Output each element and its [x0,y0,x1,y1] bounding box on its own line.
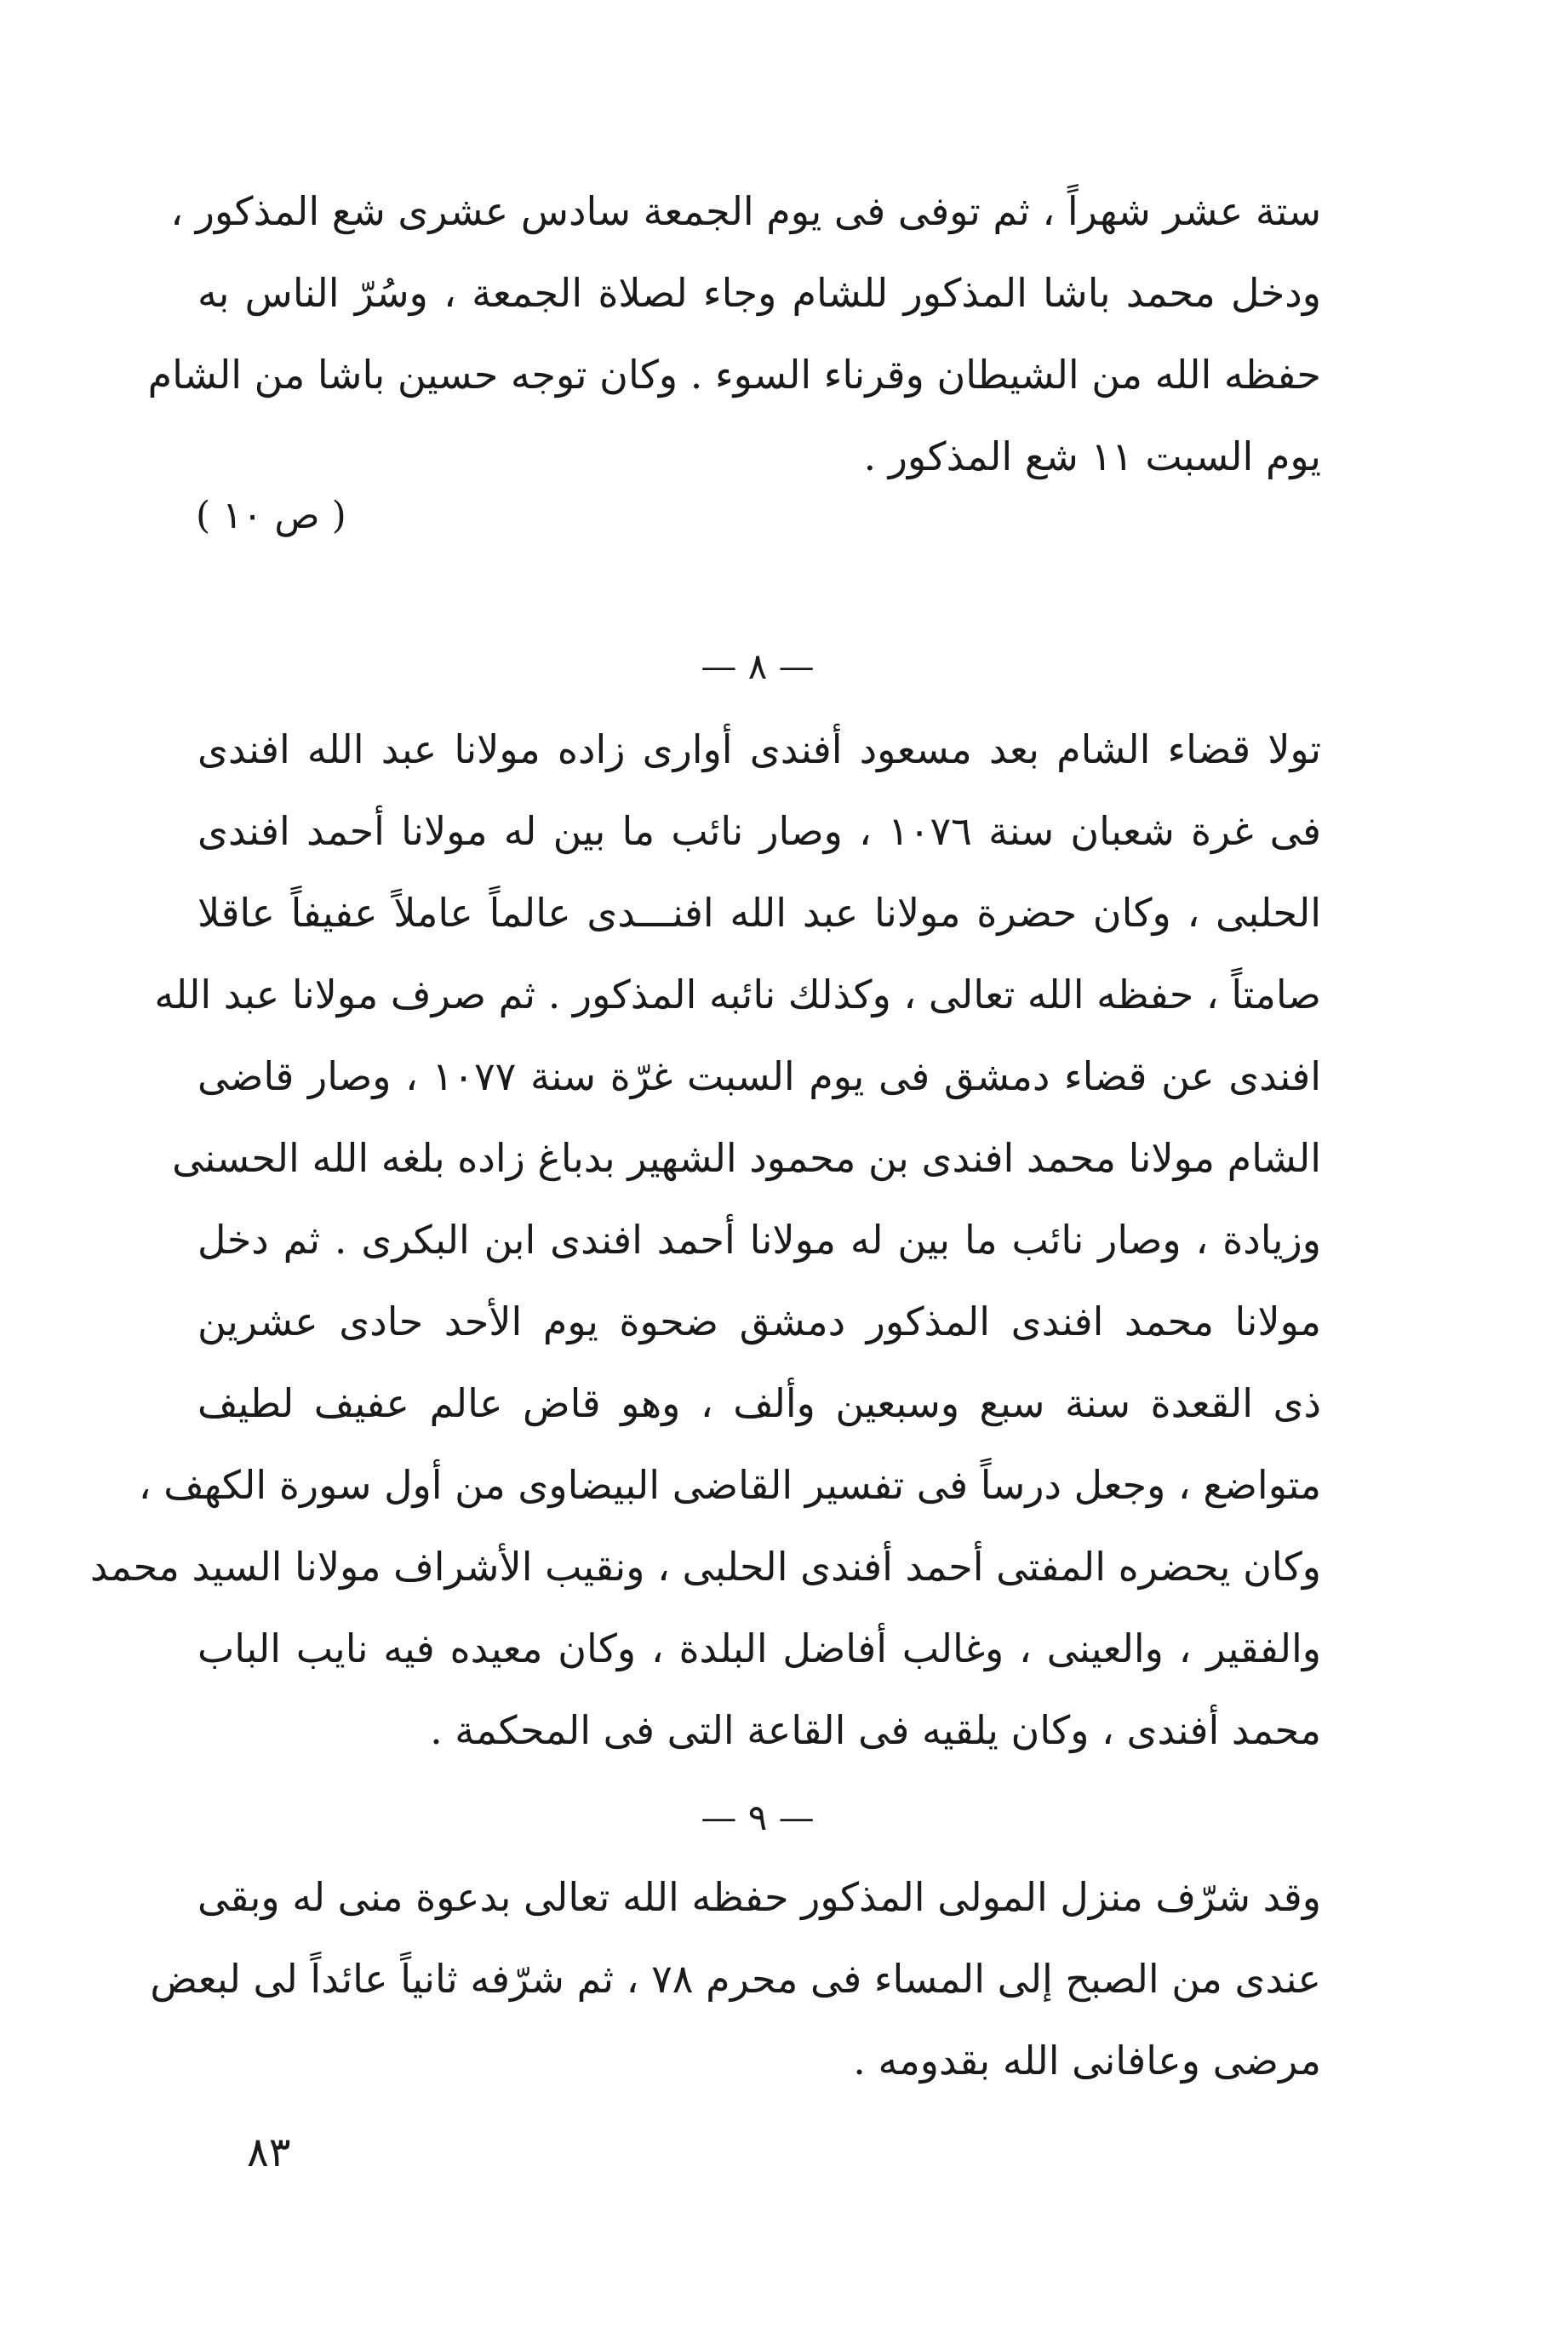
text-line: الحلبى ، وكان حضرة مولانا عبد الله افنـــدى عالماً عاملاً عفيفاً عاقلا [197,890,1321,936]
paragraph-continuation [147,170,1321,497]
text-line: مرضى وعافانى الله بقدومه . [853,2038,1321,2084]
text-line: مولانا محمد افندى المذكور دمشق ضحوة يوم الأحد حادى عشرين [197,1298,1321,1344]
page-number: ٨٣ [247,2129,291,2176]
text-line: وزيادة ، وصار نائب ما بين له مولانا أحمد افندى ابن البكرى . ثم دخل [197,1217,1321,1263]
text-line: حفظه الله من الشيطان وقرناء السوء . وكان توجه حسين باشا من الشام [147,352,1321,398]
text-line: وكان يحضره المفتى أحمد أفندى الحلبى ، ونقيب الأشراف مولانا السيد محمد [89,1544,1321,1590]
text-line: صامتاً ، حفظه الله تعالى ، وكذلك نائبه المذكور . ثم صرف مولانا عبد الله [154,972,1321,1017]
section-number-8: — ٨ — [701,645,815,687]
text-line: ستة عشر شهراً ، ثم توفى فى يوم الجمعة سادس عشرى شع المذكور ، [170,188,1321,234]
page-reference: ( ص ١٠ ) [196,494,346,537]
paragraph-section-9 [150,1856,1321,2101]
text-line: فى غرة شعبان سنة ١٠٧٦ ، وصار نائب ما بين له مولانا أحمد افندى [197,808,1321,854]
paragraph-section-8 [89,708,1321,1771]
text-line: ذى القعدة سنة سبع وسبعين وألف ، وهو قاض عالم عفيف لطيف [197,1380,1321,1426]
text-line: الشام مولانا محمد افندى بن محمود الشهير بدباغ زاده بلغه الله الحسنى [172,1135,1321,1181]
text-line: والفقير ، والعينى ، وغالب أفاضل البلدة ، وكان معيده فيه نايب الباب [197,1625,1321,1671]
text-line: محمد أفندى ، وكان يلقيه فى القاعة التى فى المحكمة . [430,1707,1321,1753]
text-line: افندى عن قضاء دمشق فى يوم السبت غرّة سنة ١٠٧٧ ، وصار قاضى [197,1053,1321,1099]
text-line: متواضع ، وجعل درساً فى تفسير القاضى البيضاوى من أول سورة الكهف ، [138,1462,1321,1508]
text-line: تولا قضاء الشام بعد مسعود أفندى أوارى زاده مولانا عبد الله افندى [197,726,1321,772]
text-line: يوم السبت ١١ شع المذكور . [863,433,1321,479]
text-line: ودخل محمد باشا المذكور للشام وجاء لصلاة الجمعة ، وسُرّ الناس به [197,270,1321,316]
section-number-9: — ٩ — [701,1797,815,1838]
text-line: عندى من الصبح إلى المساء فى محرم ٧٨ ، ثم شرّفه ثانياً عائداً لى لبعض [150,1956,1321,2002]
text-line: وقد شرّف منزل المولى المذكور حفظه الله تعالى بدعوة منى له وبقى [197,1874,1321,1920]
